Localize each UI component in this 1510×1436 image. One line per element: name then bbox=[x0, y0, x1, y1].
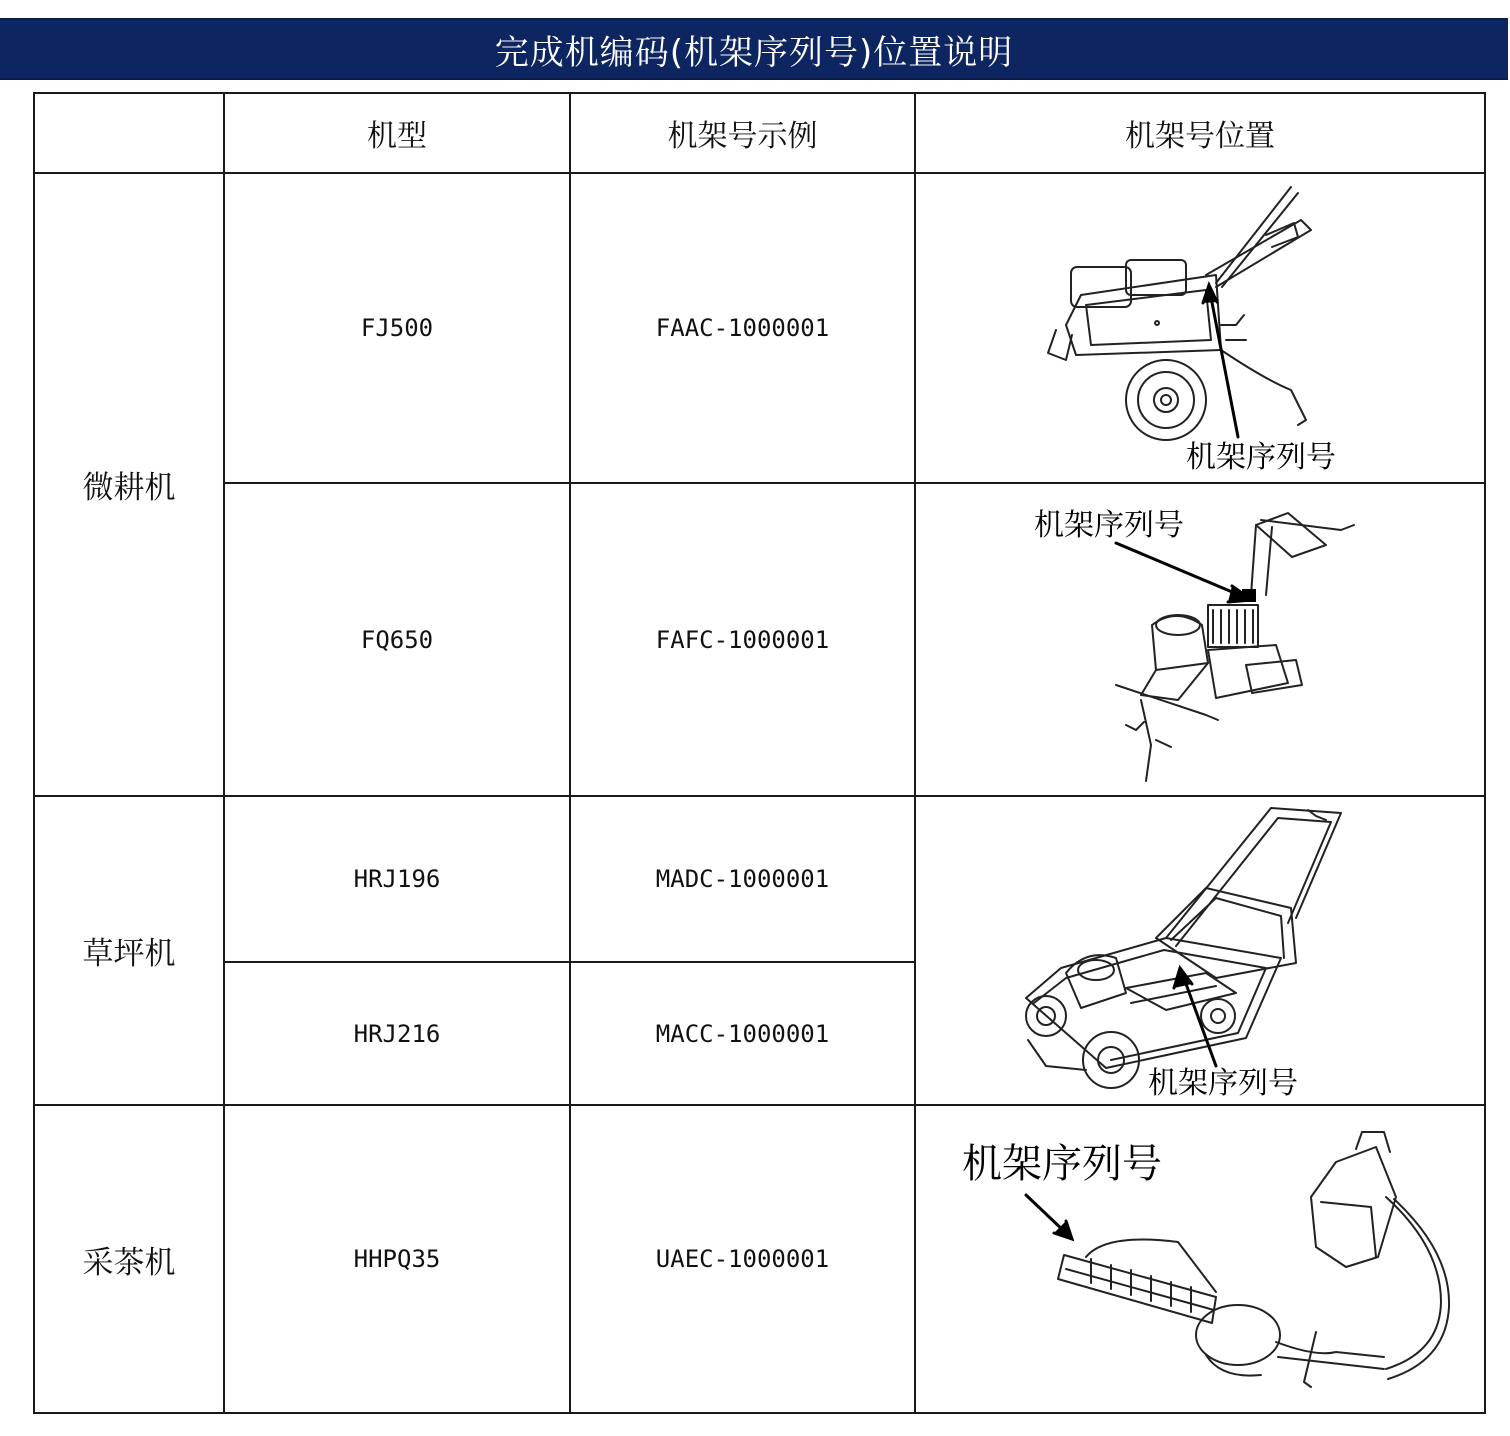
table-row bbox=[34, 1105, 1485, 1413]
page-title: 完成机编码(机架序列号)位置说明 bbox=[494, 32, 1014, 73]
header-position: 机架号位置 bbox=[915, 93, 1485, 173]
serial-callout-label: 机架序列号 bbox=[1034, 508, 1184, 543]
example-cell: MADC-1000001 bbox=[570, 796, 915, 962]
position-cell bbox=[915, 483, 1485, 796]
serial-callout-label: 机架序列号 bbox=[1186, 440, 1336, 475]
tiller-front-icon bbox=[916, 485, 1482, 794]
model-cell: HRJ216 bbox=[224, 962, 570, 1105]
position-cell bbox=[915, 796, 1485, 1105]
category-cell: 草坪机 bbox=[34, 796, 224, 1105]
serial-callout-label: 机架序列号 bbox=[962, 1141, 1162, 1187]
header-row bbox=[34, 93, 1485, 173]
position-cell bbox=[915, 1105, 1485, 1413]
example-cell: FAFC-1000001 bbox=[570, 483, 915, 796]
header-blank bbox=[34, 93, 224, 173]
table-row bbox=[34, 483, 1485, 796]
table-row bbox=[34, 173, 1485, 483]
example-cell: UAEC-1000001 bbox=[570, 1105, 915, 1413]
model-cell: FQ650 bbox=[224, 483, 570, 796]
example-cell: FAAC-1000001 bbox=[570, 173, 915, 483]
table-row bbox=[34, 796, 1485, 962]
header-model: 机型 bbox=[224, 93, 570, 173]
lawn-mower-icon bbox=[916, 798, 1482, 1103]
position-cell bbox=[915, 173, 1485, 483]
tea-harvester-icon bbox=[916, 1107, 1482, 1411]
title-banner bbox=[0, 18, 1508, 80]
category-cell: 采茶机 bbox=[34, 1105, 224, 1413]
model-cell: HRJ196 bbox=[224, 796, 570, 962]
model-cell: FJ500 bbox=[224, 173, 570, 483]
model-cell: HHPQ35 bbox=[224, 1105, 570, 1413]
serial-callout-label: 机架序列号 bbox=[1148, 1066, 1298, 1101]
serial-position-table bbox=[33, 92, 1486, 1414]
header-example: 机架号示例 bbox=[570, 93, 915, 173]
tiller-side-icon bbox=[916, 175, 1482, 481]
category-cell: 微耕机 bbox=[34, 173, 224, 796]
example-cell: MACC-1000001 bbox=[570, 962, 915, 1105]
